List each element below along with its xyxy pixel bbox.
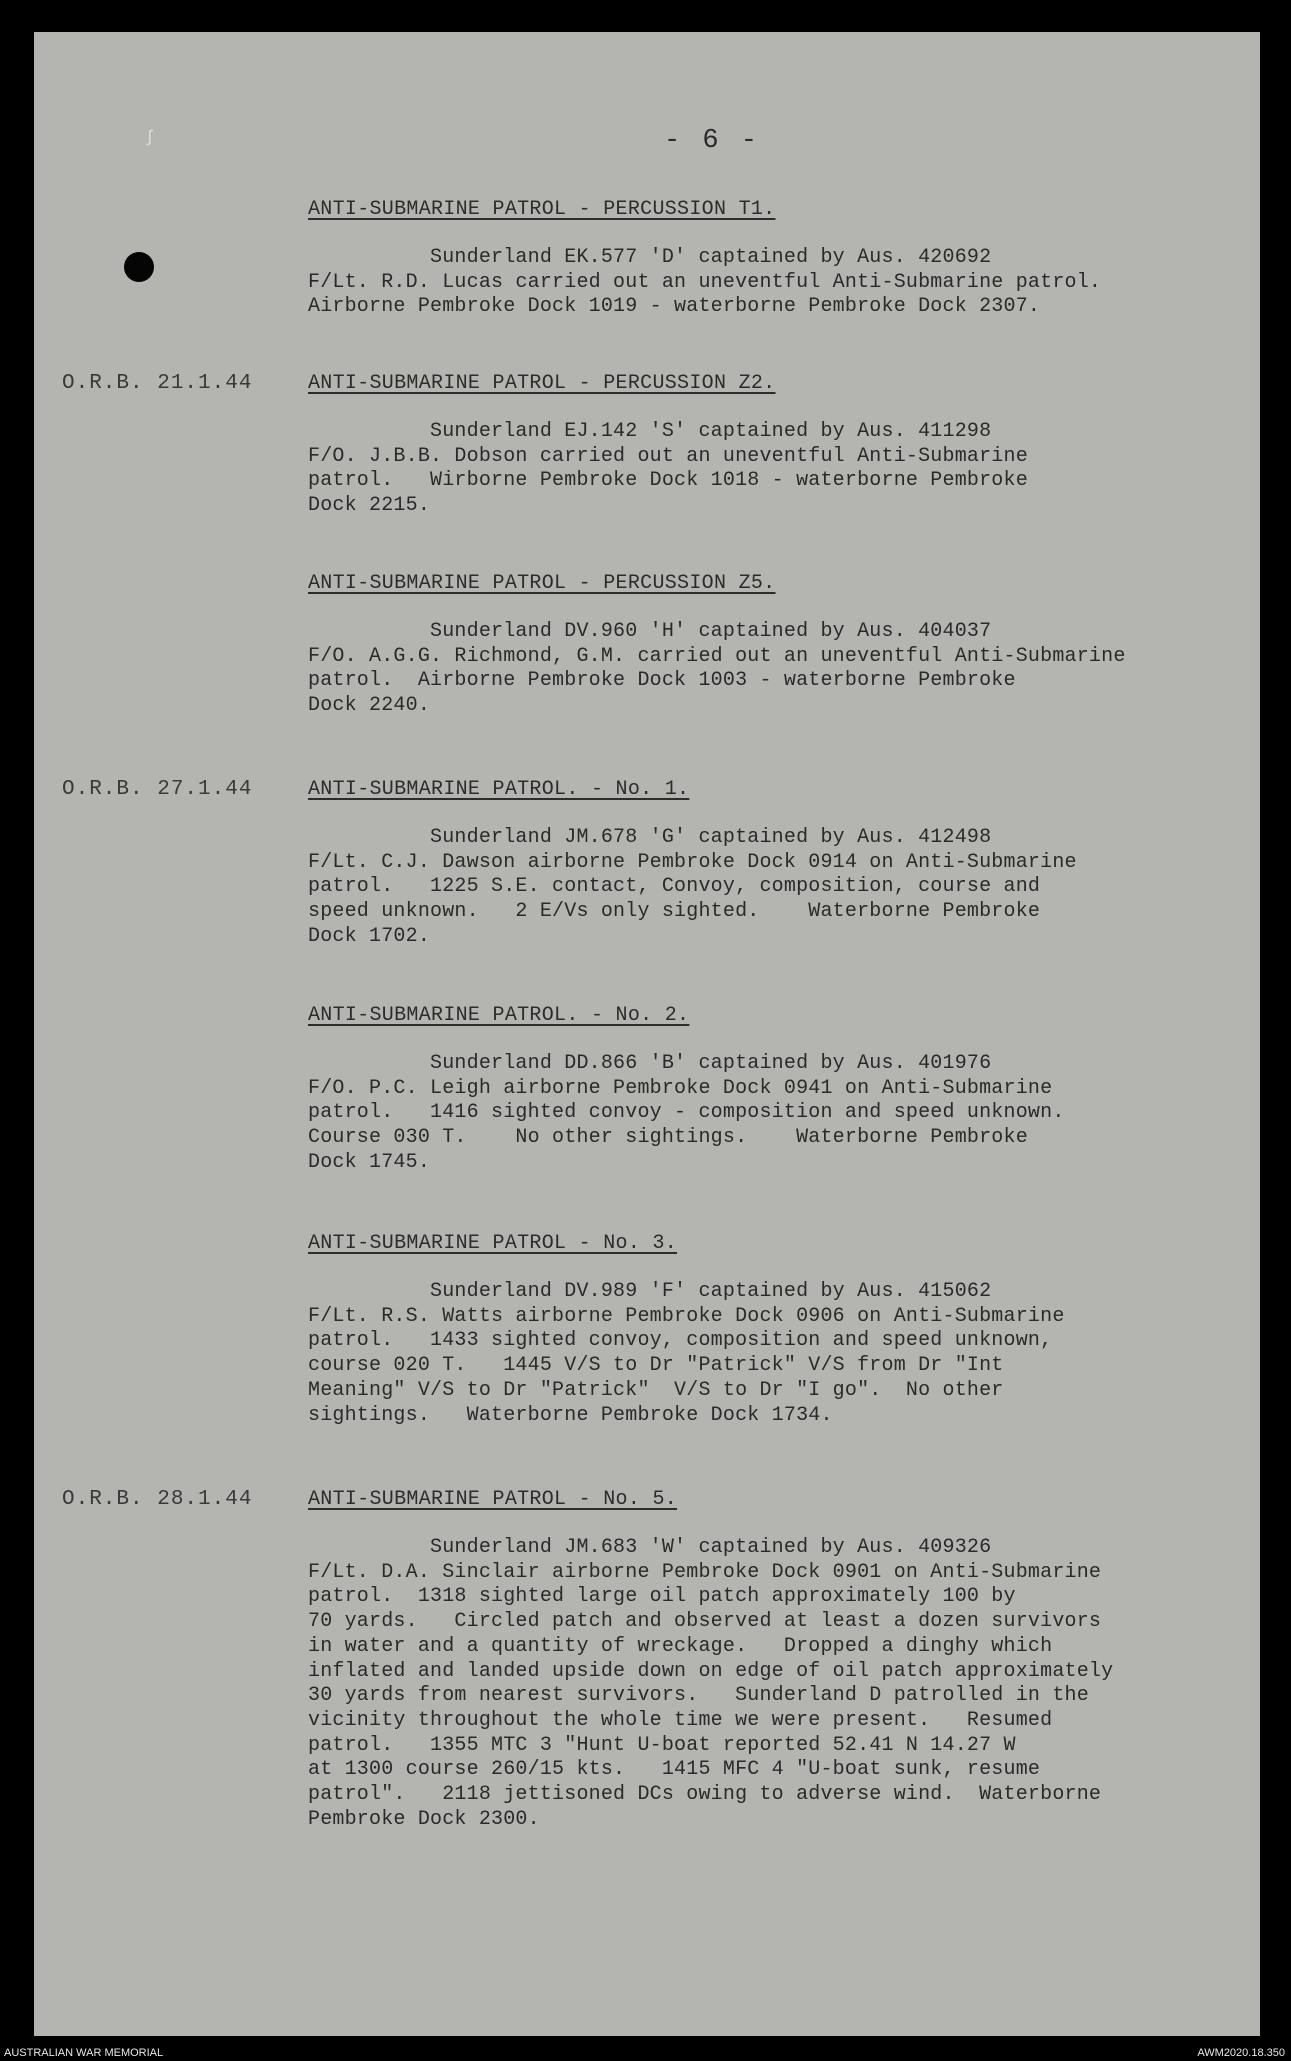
report-line: vicinity throughout the whole time we were present. Resumed bbox=[308, 1708, 1053, 1732]
report-line: Sunderland JM.678 'G' captained by Aus. 412498 bbox=[308, 826, 992, 849]
report-line: F/O. A.G.G. Richmond, G.M. carried out an uneventful Anti-Submarine bbox=[308, 644, 1126, 668]
report-line: 70 yards. Circled patch and observed at least a dozen survivors bbox=[308, 1610, 1102, 1634]
patrol-report-text bbox=[308, 420, 1188, 519]
report-line: in water and a quantity of wreckage. Dropped a dinghy which bbox=[308, 1634, 1053, 1658]
report-line: at 1300 course 260/15 kts. 1415 MFC 4 "U-boat sunk, resume bbox=[308, 1758, 1041, 1782]
report-line: Course 030 T. No other sightings. Waterborne Pembroke bbox=[308, 1126, 1028, 1150]
report-line: Sunderland JM.683 'W' captained by Aus. 409326 bbox=[308, 1536, 992, 1559]
report-line: patrol. 1355 MTC 3 "Hunt U-boat reported 52.41 N 14.27 W bbox=[308, 1733, 1016, 1757]
report-line: Dock 2215. bbox=[308, 494, 431, 518]
report-line: patrol. 1225 S.E. contact, Convoy, composition, course and bbox=[308, 875, 1041, 899]
patrol-heading: ANTI-SUBMARINE PATROL - PERCUSSION Z5. bbox=[308, 572, 776, 595]
patrol-heading: ANTI-SUBMARINE PATROL - No. 5. bbox=[308, 1488, 678, 1511]
footer-source: AUSTRALIAN WAR MEMORIAL bbox=[4, 2047, 164, 2059]
report-line: patrol. 1416 sighted convoy - composition and speed unknown. bbox=[308, 1101, 1065, 1125]
ink-mark: ꭍ bbox=[146, 129, 154, 152]
report-line: Dock 1702. bbox=[308, 924, 431, 948]
patrol-heading: ANTI-SUBMARINE PATROL - PERCUSSION Z2. bbox=[308, 372, 776, 395]
patrol-report-text bbox=[308, 1536, 1188, 1832]
report-line: Sunderland EJ.142 'S' captained by Aus. 411298 bbox=[308, 420, 992, 443]
report-line: Airborne Pembroke Dock 1019 - waterborne Pembroke Dock 2307. bbox=[308, 295, 1041, 319]
report-line: Sunderland EK.577 'D' captained by Aus. 420692 bbox=[308, 246, 992, 269]
report-line: Sunderland DV.989 'F' captained by Aus. 415062 bbox=[308, 1280, 992, 1303]
patrol-heading: ANTI-SUBMARINE PATROL - PERCUSSION T1. bbox=[308, 198, 776, 221]
report-line: F/Lt. R.S. Watts airborne Pembroke Dock 0906 on Anti-Submarine bbox=[308, 1304, 1065, 1328]
patrol-report-text bbox=[308, 1280, 1188, 1428]
report-line: Sunderland DD.866 'B' captained by Aus. 401976 bbox=[308, 1052, 992, 1075]
patrol-heading: ANTI-SUBMARINE PATROL. - No. 2. bbox=[308, 1004, 690, 1027]
punch-hole bbox=[124, 252, 154, 282]
report-line: F/O. P.C. Leigh airborne Pembroke Dock 0941 on Anti-Submarine bbox=[308, 1076, 1053, 1100]
patrol-report-text bbox=[308, 1052, 1188, 1176]
report-line: patrol. Wirborne Pembroke Dock 1018 - waterborne Pembroke bbox=[308, 469, 1028, 493]
report-line: Meaning" V/S to Dr "Patrick" V/S to Dr "I go". No other bbox=[308, 1378, 1004, 1402]
report-line: Pembroke Dock 2300. bbox=[308, 1807, 540, 1831]
report-line: F/O. J.B.B. Dobson carried out an uneventful Anti-Submarine bbox=[308, 444, 1028, 468]
page-number: - 6 - bbox=[664, 126, 761, 156]
report-line: sightings. Waterborne Pembroke Dock 1734. bbox=[308, 1403, 833, 1427]
patrol-report-text bbox=[308, 620, 1188, 719]
report-line: speed unknown. 2 E/Vs only sighted. Waterborne Pembroke bbox=[308, 900, 1041, 924]
report-line: 30 yards from nearest survivors. Sunderland D patrolled in the bbox=[308, 1684, 1089, 1708]
report-line: patrol". 2118 jettisoned DCs owing to adverse wind. Waterborne bbox=[308, 1783, 1102, 1807]
patrol-report-text bbox=[308, 826, 1188, 950]
report-line: Dock 1745. bbox=[308, 1150, 431, 1174]
orb-date-reference: O.R.B. 28.1.44 bbox=[62, 1488, 253, 1511]
patrol-heading: ANTI-SUBMARINE PATROL - No. 3. bbox=[308, 1232, 678, 1255]
report-line: patrol. 1433 sighted convoy, composition and speed unknown, bbox=[308, 1329, 1053, 1353]
report-line: Dock 2240. bbox=[308, 694, 431, 718]
footer bbox=[0, 2045, 1291, 2061]
report-line: Sunderland DV.960 'H' captained by Aus. 404037 bbox=[308, 620, 992, 643]
orb-date-reference: O.R.B. 27.1.44 bbox=[62, 778, 253, 801]
report-line: inflated and landed upside down on edge of oil patch approximately bbox=[308, 1659, 1114, 1683]
patrol-report-text bbox=[308, 246, 1188, 320]
report-line: patrol. 1318 sighted large oil patch approximately 100 by bbox=[308, 1585, 1016, 1609]
report-line: course 020 T. 1445 V/S to Dr "Patrick" V/S from Dr "Int bbox=[308, 1354, 1004, 1378]
report-line: F/Lt. C.J. Dawson airborne Pembroke Dock 0914 on Anti-Submarine bbox=[308, 850, 1077, 874]
patrol-heading: ANTI-SUBMARINE PATROL. - No. 1. bbox=[308, 778, 690, 801]
report-line: F/Lt. R.D. Lucas carried out an uneventful Anti-Submarine patrol. bbox=[308, 270, 1102, 294]
report-line: F/Lt. D.A. Sinclair airborne Pembroke Dock 0901 on Anti-Submarine bbox=[308, 1560, 1102, 1584]
footer-reference: AWM2020.18.350 bbox=[1197, 2047, 1285, 2059]
report-line: patrol. Airborne Pembroke Dock 1003 - waterborne Pembroke bbox=[308, 669, 1016, 693]
orb-date-reference: O.R.B. 21.1.44 bbox=[62, 372, 253, 395]
